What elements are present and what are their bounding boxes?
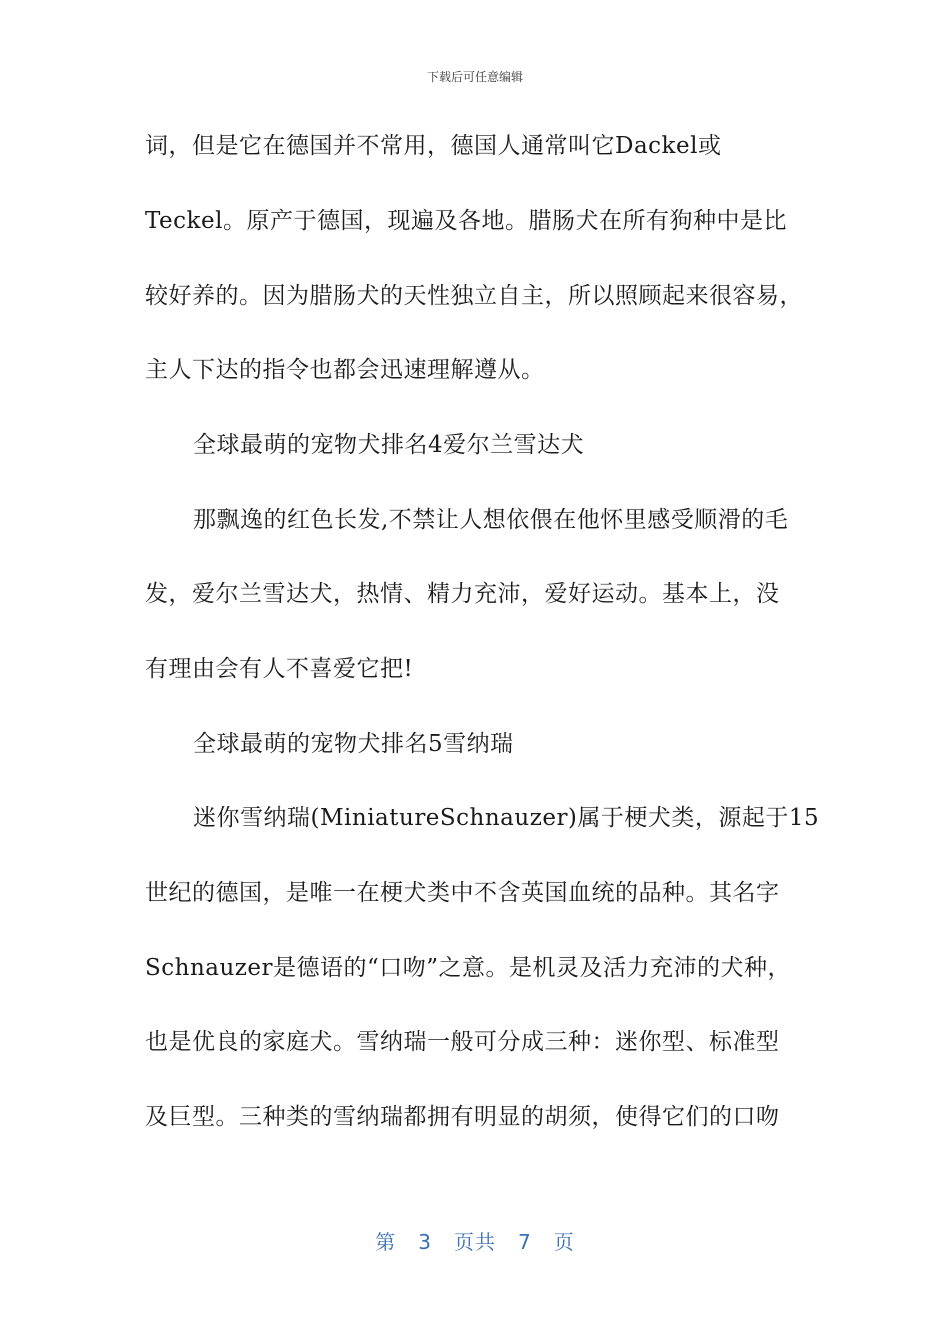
paragraph-line: 那飘逸的红色长发,不禁让人想依偎在他怀里感受顺滑的毛: [193, 507, 789, 533]
paragraph-line: Teckel。原产于德国，现遍及各地。腊肠犬在所有狗种中是比: [145, 208, 787, 234]
section-heading: 全球最萌的宠物犬排名4爱尔兰雪达犬: [193, 432, 585, 458]
paragraph-line: 世纪的德国，是唯一在梗犬类中不含英国血统的品种。其名字: [145, 880, 780, 906]
paragraph-line: 迷你雪纳瑞(MiniatureSchnauzer)属于梗犬类，源起于15: [193, 805, 820, 831]
paragraph-line: 主人下达的指令也都会迅速理解遵从。: [145, 357, 545, 383]
paragraph-line: 词，但是它在德国并不常用，德国人通常叫它Dackel或: [145, 133, 722, 159]
footer-prefix: 第: [375, 1230, 397, 1254]
paragraph-line: 及巨型。三种类的雪纳瑞都拥有明显的胡须，使得它们的口吻: [145, 1104, 780, 1130]
paragraph-line: 有理由会有人不喜爱它把!: [145, 656, 414, 682]
page-footer: [0, 1226, 950, 1255]
total-page-number: 7: [518, 1230, 532, 1254]
section-heading: 全球最萌的宠物犬排名5雪纳瑞: [193, 731, 514, 757]
paragraph-line: Schnauzer是德语的“口吻”之意。是机灵及活力充沛的犬种，: [145, 955, 792, 981]
paragraph-line: 较好养的。因为腊肠犬的天性独立自主，所以照顾起来很容易，: [145, 283, 803, 309]
paragraph-line: 发，爱尔兰雪达犬，热情、精力充沛，爱好运动。基本上，没: [145, 581, 780, 607]
page-header: 下载后可任意编辑: [426, 70, 523, 84]
footer-middle: 页共: [454, 1230, 496, 1254]
footer-suffix: 页: [553, 1230, 575, 1254]
paragraph-line: 也是优良的家庭犬。雪纳瑞一般可分成三种：迷你型、标准型: [145, 1029, 780, 1055]
current-page-number: 3: [418, 1230, 432, 1254]
